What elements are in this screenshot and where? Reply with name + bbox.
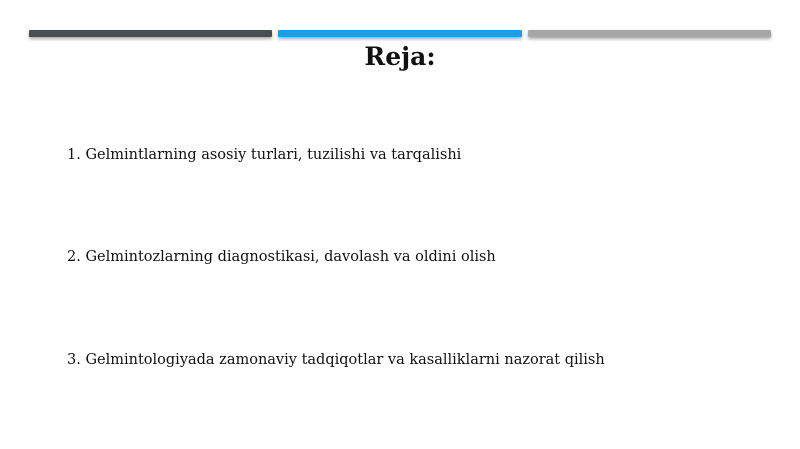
plan-item-1: 1. Gelmintlarning asosiy turlari, tuzilishi va tarqalishi bbox=[67, 147, 462, 163]
decorative-bar-right bbox=[528, 30, 771, 37]
decorative-bar-left bbox=[29, 30, 272, 37]
plan-item-3: 3. Gelmintologiyada zamonaviy tadqiqotlar va kasalliklarni nazorat qilish bbox=[67, 352, 605, 368]
plan-item-2: 2. Gelmintozlarning diagnostikasi, davolash va oldini olish bbox=[67, 249, 496, 265]
decorative-bar-center bbox=[278, 30, 522, 37]
slide-title: Reja: bbox=[364, 42, 436, 71]
